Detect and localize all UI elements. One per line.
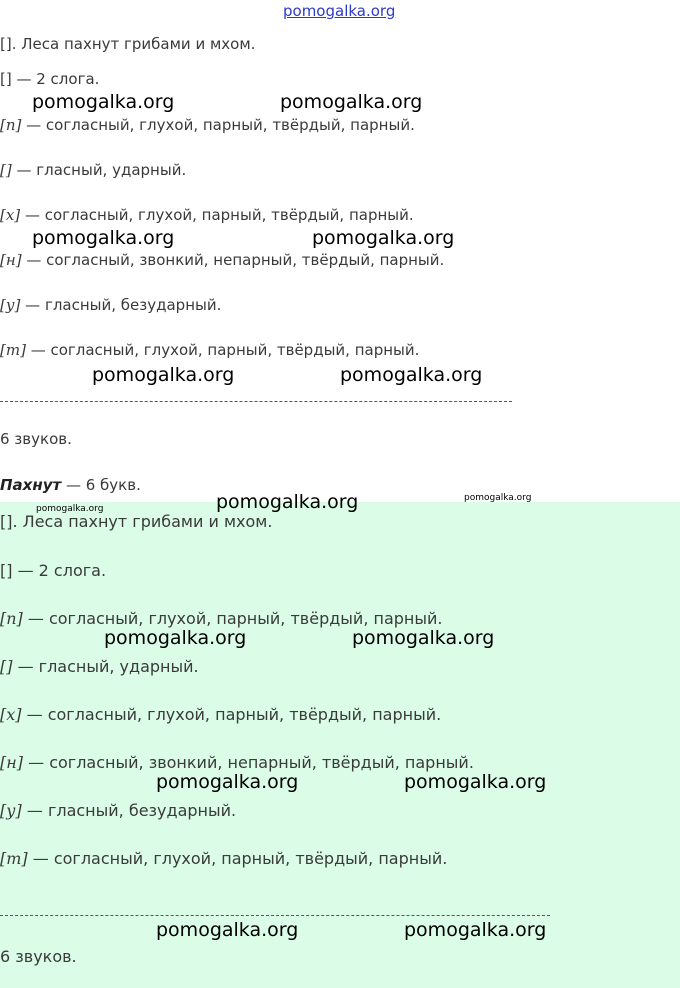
sound-row xyxy=(0,206,414,224)
watermark: pomogalka.org xyxy=(156,919,299,941)
sound-description: — согласный, глухой, парный, твёрдый, парный. xyxy=(20,206,414,224)
sound-row xyxy=(0,609,442,629)
watermark: pomogalka.org xyxy=(156,771,299,793)
watermark: pomogalka.org xyxy=(404,771,547,793)
letters-count: — 6 букв. xyxy=(61,476,141,494)
sound-symbol: [т] xyxy=(0,341,26,359)
watermark: pomogalka.org xyxy=(104,627,247,649)
watermark: pomogalka.org xyxy=(92,364,235,386)
sound-symbol: [] xyxy=(0,657,13,676)
watermark: pomogalka.org xyxy=(312,227,455,249)
sound-row xyxy=(0,161,186,179)
sound-description: — согласный, глухой, парный, твёрдый, парный. xyxy=(21,116,415,134)
watermark: pomogalka.org xyxy=(32,227,175,249)
sound-row xyxy=(0,296,221,314)
sound-row xyxy=(0,657,199,677)
sound-symbol: [у] xyxy=(0,296,21,314)
watermark: pomogalka.org xyxy=(216,491,359,513)
sound-symbol: [п] xyxy=(0,609,23,628)
letters-count-line xyxy=(0,476,141,494)
watermark: pomogalka.org xyxy=(352,627,495,649)
watermark: pomogalka.org xyxy=(464,493,532,503)
watermark: pomogalka.org xyxy=(36,504,104,514)
sound-description: — согласный, звонкий, непарный, твёрдый, парный. xyxy=(23,753,474,772)
sound-row xyxy=(0,753,474,773)
sound-row xyxy=(0,116,415,134)
watermark: pomogalka.org xyxy=(32,91,175,113)
syllables-line: [] — 2 слога. xyxy=(0,561,107,580)
watermark: pomogalka.org xyxy=(280,91,423,113)
sound-row xyxy=(0,705,441,725)
sound-row xyxy=(0,849,447,869)
watermark-top-link[interactable]: pomogalka.org xyxy=(283,2,396,20)
sound-description: — гласный, безударный. xyxy=(20,296,222,314)
divider-line xyxy=(0,915,550,916)
sound-symbol: [х] xyxy=(0,705,22,724)
word-label: Пахнут xyxy=(0,476,62,494)
sounds-count: 6 звуков. xyxy=(0,947,77,966)
sound-row xyxy=(0,341,419,359)
watermark: pomogalka.org xyxy=(340,364,483,386)
watermark: pomogalka.org xyxy=(404,919,547,941)
sound-row xyxy=(0,251,444,269)
sound-symbol: [н] xyxy=(0,753,24,772)
sentence-line: []. Леса пахнут грибами и мхом. xyxy=(0,35,256,53)
sound-description: — согласный, глухой, парный, твёрдый, парный. xyxy=(21,705,442,724)
sound-symbol: [у] xyxy=(0,801,22,820)
sound-description: — согласный, глухой, парный, твёрдый, парный. xyxy=(22,609,443,628)
sound-description: — гласный, ударный. xyxy=(11,161,187,179)
sound-symbol: [т] xyxy=(0,849,28,868)
sound-symbol: [п] xyxy=(0,116,22,134)
sound-description: — согласный, звонкий, непарный, твёрдый, парный. xyxy=(21,251,445,269)
sound-description: — согласный, глухой, парный, твёрдый, парный. xyxy=(25,341,420,359)
sound-row xyxy=(0,801,236,821)
sound-description: — гласный, ударный. xyxy=(12,657,199,676)
sound-description: — согласный, глухой, парный, твёрдый, парный. xyxy=(27,849,448,868)
syllables-line: [] — 2 слога. xyxy=(0,70,100,88)
sound-symbol: [] xyxy=(0,161,12,179)
divider-line xyxy=(0,401,512,402)
sound-description: — гласный, безударный. xyxy=(21,801,237,820)
sounds-count: 6 звуков. xyxy=(0,430,72,448)
sentence-line: []. Леса пахнут грибами и мхом. xyxy=(0,512,273,531)
sound-symbol: [х] xyxy=(0,206,21,224)
sound-symbol: [н] xyxy=(0,251,22,269)
